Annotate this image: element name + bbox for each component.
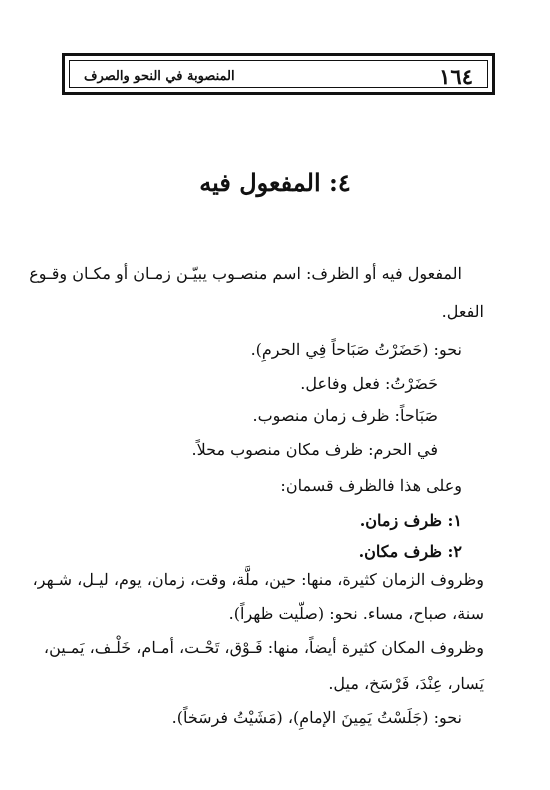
body-line: نحو: (حَضَرْتُ صَبَاحاً فِي الحرمِ). (250, 340, 462, 359)
body-line: وظروف المكان كثيرة أيضاً، منها: فَـوْق، تَحْـت، أمـام، خَلْـف، يَمـين، (43, 638, 484, 657)
list-item-time-adverb: ١: ظرف زمان. (359, 511, 462, 530)
body-line: وعلى هذا فالظرف قسمان: (280, 476, 462, 495)
running-head-title: المنصوبة في النحو والصرف (84, 69, 235, 84)
body-line: المفعول فيه أو الظرف: اسم منصـوب يبيّـن زمـان أو مكـان وقـوع (29, 264, 462, 283)
body-line: الفعل. (441, 302, 484, 321)
list-item-place-adverb: ٢: ظرف مكان. (358, 542, 462, 561)
body-line: وظروف الزمان كثيرة، منها: حين، ملَّة، وقت، زمان، يوم، ليـل، شـهر، (32, 570, 484, 589)
body-line: صَبَاحاً: ظرف زمان منصوب. (252, 406, 438, 425)
running-header (62, 53, 495, 95)
body-line: نحو: (جَلَسْتُ يَمِينَ الإمامِ)، (مَشَيْتُ فرسَخاً). (171, 708, 462, 727)
page-number: ١٦٤ (439, 64, 473, 89)
body-line: في الحرم: ظرف مكان منصوب محلاً. (191, 440, 438, 459)
header-inner-border (69, 60, 488, 88)
body-line: حَضَرْتُ: فعل وفاعل. (300, 374, 438, 393)
body-line: سنة، صباح، مساء. نحو: (صلّيت ظهراً). (228, 604, 484, 623)
chapter-title: ٤: المفعول فيه (199, 168, 351, 197)
body-line: يَسار، عِنْدَ، فَرْسَخ، ميل. (328, 674, 484, 693)
